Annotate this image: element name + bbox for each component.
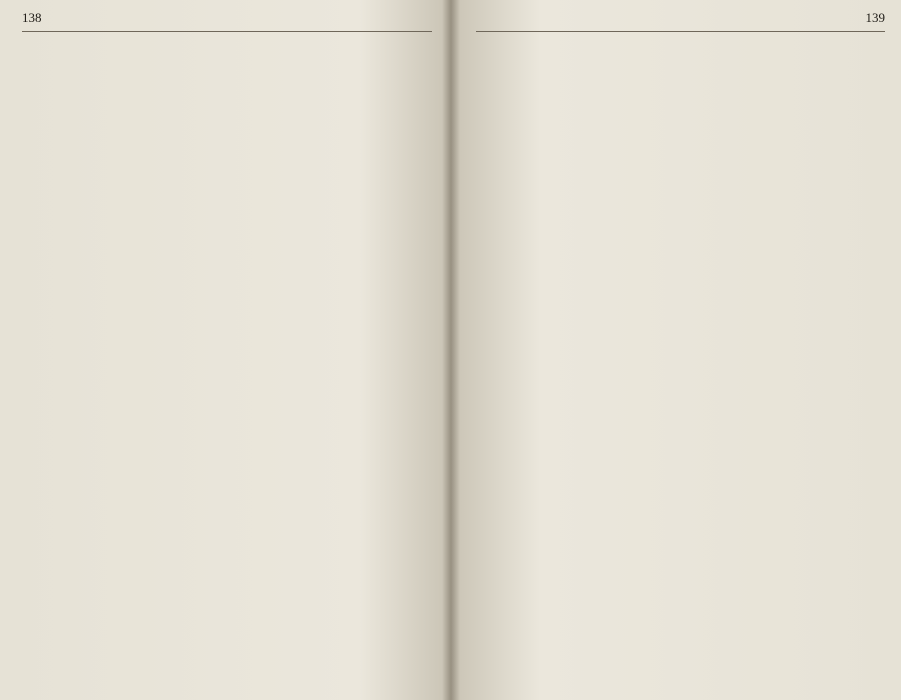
left-page-number: 138 xyxy=(22,10,42,25)
left-running-head xyxy=(22,10,432,32)
right-page xyxy=(450,0,901,700)
right-running-head xyxy=(476,10,885,32)
left-page xyxy=(0,0,450,700)
right-page-number: 139 xyxy=(865,10,885,25)
